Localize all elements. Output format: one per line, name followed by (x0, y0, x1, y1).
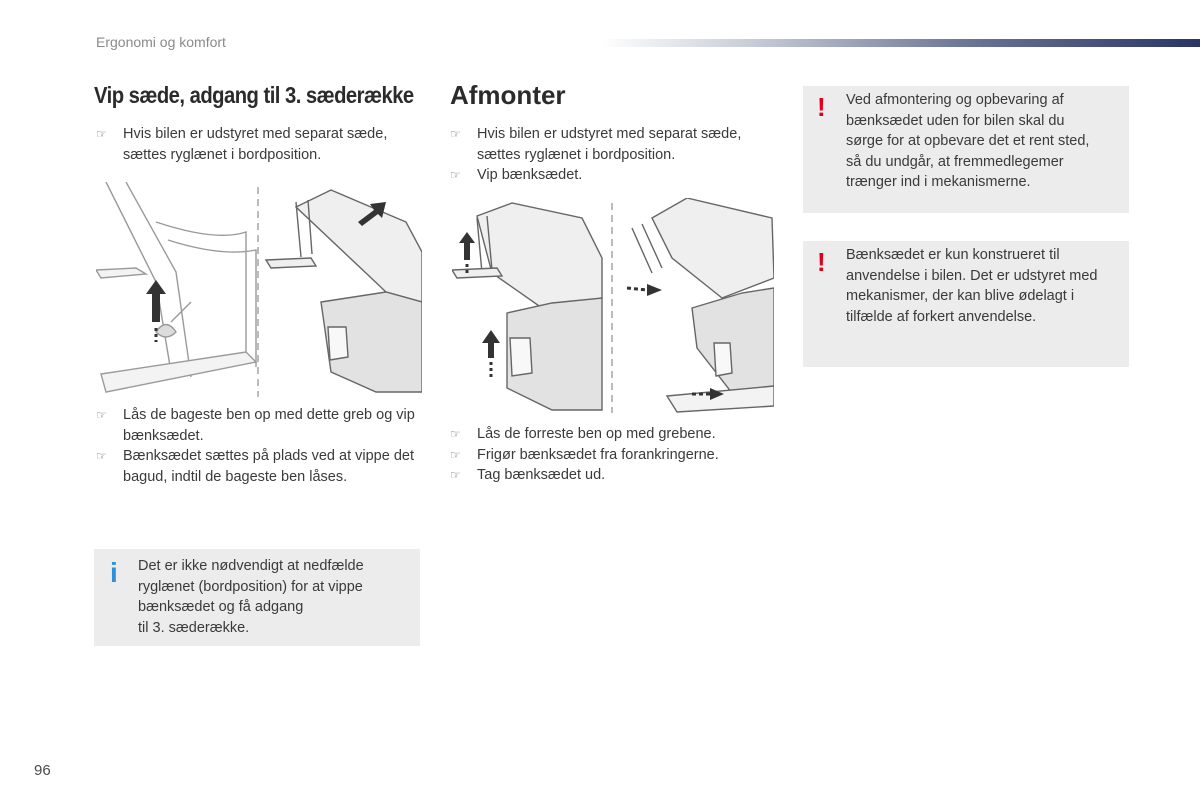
middle-intro-steps (450, 124, 770, 186)
warning-line: anvendelse i bilen. Det er udstyret med (846, 267, 1098, 284)
info-icon: i (110, 557, 118, 588)
arrow-right-icon (647, 284, 662, 296)
tilted-bench-drawing (266, 190, 422, 392)
hand-bullet-icon: ☞ (96, 408, 107, 422)
info-note-line: til 3. sæderække. (138, 619, 250, 636)
list-item: ☞ Hvis bilen er udstyret med separat sæde, sættes ryglænet i bordposition. (450, 126, 742, 163)
tilt-seat-illustration (96, 182, 422, 400)
hand-bullet-icon: ☞ (96, 449, 107, 463)
list-item: ☞ Hvis bilen er udstyret med separat sæde, sættes ryglænet i bordposition. (96, 126, 388, 163)
header-gradient-bar (600, 39, 1200, 47)
remove-seat-illustration (452, 198, 774, 416)
section-title: Ergonomi og komfort (96, 34, 226, 50)
warning-line: sørge for at opbevare det et rent sted, (846, 133, 1090, 149)
list-item: ☞ Bænksædet sættes på plads ved at vippe det bagud, indtil de bageste ben låses. (96, 448, 414, 485)
hand-bullet-icon: ☞ (450, 127, 461, 141)
warning-line: bænksædet uden for bilen skal du (846, 112, 1065, 129)
warning-line: Bænksædet er kun konstrueret til (846, 247, 1060, 263)
warning-line: tilfælde af forkert anvendelse. (846, 308, 1037, 325)
hand-bullet-icon: ☞ (96, 127, 107, 141)
arrow-up-icon (146, 280, 166, 322)
info-note-line: ryglænet (bordposition) for at vippe (138, 578, 363, 595)
heading-remove: Afmonter (450, 80, 566, 110)
rear-leg-lever-drawing (96, 182, 256, 392)
warning-line: mekanismer, der kan blive ødelagt i (846, 288, 1075, 304)
warning-icon: ! (817, 247, 826, 277)
warning-note-usage (803, 241, 1129, 367)
info-note-line: Det er ikke nødvendigt at nedfælde (138, 558, 364, 574)
hand-bullet-icon: ☞ (450, 447, 461, 462)
list-item: ☞ Vip bænksædet. (450, 165, 770, 186)
arrow-up-icon (482, 330, 500, 358)
middle-steps (450, 424, 770, 486)
list-item: ☞ Lås de forreste ben op med grebene. (450, 424, 770, 445)
bench-anchors-drawing (632, 198, 774, 412)
warning-icon: ! (817, 92, 826, 122)
arrow-up-icon (459, 232, 475, 260)
list-item: ☞ Frigør bænksædet fra forankringerne. (450, 445, 770, 466)
hand-bullet-icon: ☞ (450, 468, 461, 482)
warning-line: trænger ind i mekanismerne. (846, 174, 1031, 190)
page-number: 96 (34, 762, 51, 779)
warning-line: Ved afmontering og opbevaring af (846, 92, 1064, 108)
bench-front-legs-drawing (452, 203, 602, 410)
warning-note-storage (803, 86, 1129, 213)
info-note (94, 549, 420, 646)
info-note-line: bænksædet og få adgang (138, 599, 304, 615)
left-intro-steps (96, 124, 416, 165)
hand-bullet-icon: ☞ (450, 427, 461, 441)
list-item: ☞ Lås de bageste ben op med dette greb og vip bænksædet. (96, 407, 415, 444)
list-item: ☞ Tag bænksædet ud. (450, 465, 770, 486)
heading-tilt-seat: Vip sæde, adgang til 3. sæderække (94, 82, 414, 108)
warning-line: så du undgår, at fremmedlegemer (846, 153, 1064, 170)
left-steps (96, 405, 416, 487)
hand-bullet-icon: ☞ (450, 168, 461, 182)
